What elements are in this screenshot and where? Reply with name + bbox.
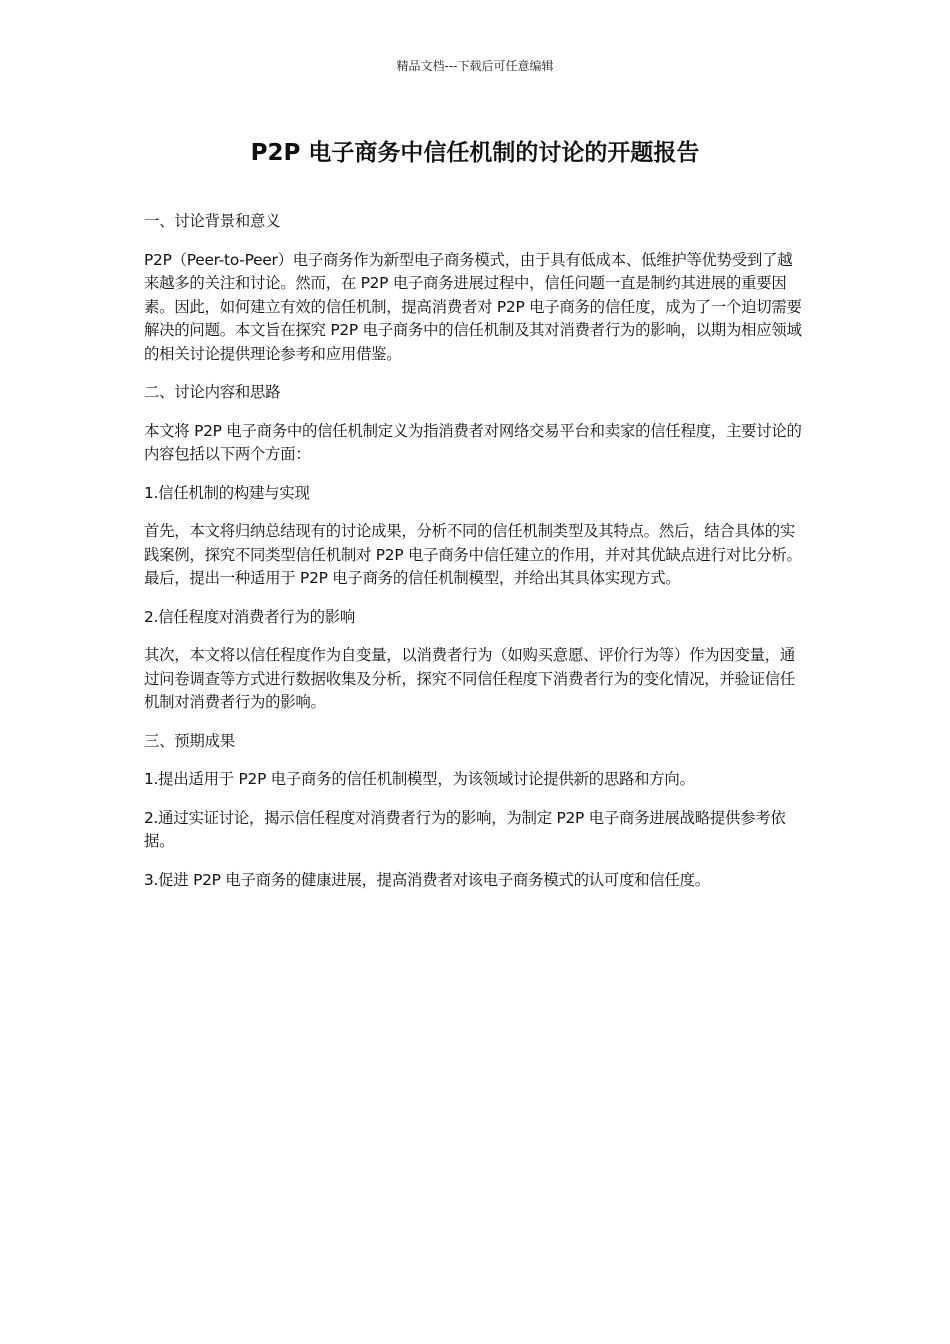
outcome-item-1: 1.提出适用于 P2P 电子商务的信任机制模型，为该领域讨论提供新的思路和方向。 bbox=[144, 770, 695, 788]
outcome-item-3: 3.促进 P2P 电子商务的健康进展，提高消费者对该电子商务模式的认可度和信任度。 bbox=[144, 870, 710, 889]
paragraph-background: P2P（Peer-to-Peer）电子商务作为新型电子商务模式，由于具有低成本、低维护等优势受到了越来越多的关注和讨论。然而，在 P2P 电子商务进展过程中，信任问题一直是制约其进展的重要因素。因此，如何建立有效的信任机制，提高消费者对 P2P 电子商务的信任度，成为了一个迫切需要解决的问题。本文旨在探究 P2P 电子商务中的信任机制及其对消费者行为的影响，以期为相应领域的相关讨论提供理论参考和应用借鉴。 bbox=[144, 250, 802, 363]
document-title: P2P 电子商务中信任机制的讨论的开题报告 bbox=[250, 140, 700, 166]
subheading-mechanism: 1.信任机制的构建与实现 bbox=[144, 483, 310, 502]
paragraph-mechanism: 首先，本文将归纳总结现有的讨论成果，分析不同的信任机制类型及其特点。然后，结合具体的实践案例，探究不同类型信任机制对 P2P 电子商务中信任建立的作用，并对其优缺点进行对比分析。最后，提出一种适用于 P2P 电子商务的信任机制模型，并给出其具体实现方式。 bbox=[144, 522, 802, 587]
section-heading-outcomes: 三、预期成果 bbox=[144, 731, 235, 750]
subheading-consumer-behavior: 2.信任程度对消费者行为的影响 bbox=[144, 607, 356, 626]
section-heading-background: 一、讨论背景和意义 bbox=[144, 212, 281, 230]
header-note: 精品文档---下载后可任意编辑 bbox=[396, 59, 554, 73]
document-body bbox=[144, 210, 807, 907]
paragraph-content-intro: 本文将 P2P 电子商务中的信任机制定义为指消费者对网络交易平台和卖家的信任程度，主要讨论的内容包括以下两个方面： bbox=[144, 421, 802, 463]
section-heading-content: 二、讨论内容和思路 bbox=[144, 383, 281, 401]
outcome-item-2: 2.通过实证讨论，揭示信任程度对消费者行为的影响，为制定 P2P 电子商务进展战略提供参考依据。 bbox=[144, 808, 786, 850]
paragraph-consumer-behavior: 其次，本文将以信任程度作为自变量，以消费者行为（如购买意愿、评价行为等）作为因变量，通过问卷调查等方式进行数据收集及分析，探究不同信任程度下消费者行为的变化情况，并验证信任机制对消费者行为的影响。 bbox=[144, 646, 796, 711]
